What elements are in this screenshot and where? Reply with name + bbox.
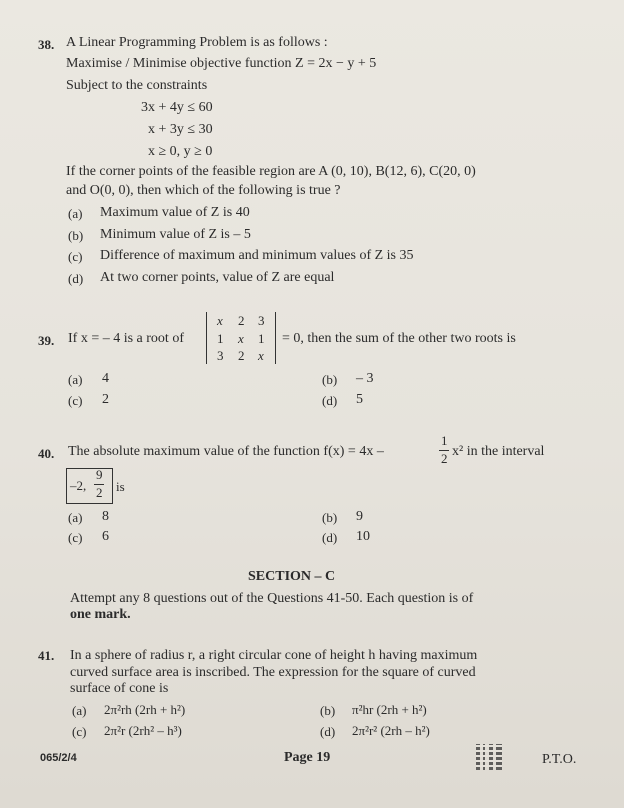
q41-option-b-label: (b) bbox=[320, 703, 336, 718]
q39-option-b-label: (b) bbox=[322, 372, 338, 387]
q38-body-line-1: If the corner points of the feasible region are A (0, 10), B(12, 6), C(20, 0) bbox=[66, 164, 476, 179]
q39-number: 39. bbox=[38, 333, 55, 348]
det-cell-11: x bbox=[217, 313, 223, 328]
q39-option-a-label: (a) bbox=[68, 372, 83, 387]
q41-option-a-label: (a) bbox=[72, 703, 87, 718]
q38-option-b-label: (b) bbox=[68, 228, 84, 243]
det-cell-33: x bbox=[258, 348, 264, 363]
q41-number: 41. bbox=[38, 648, 55, 663]
q39-determinant bbox=[206, 312, 276, 364]
q40-number: 40. bbox=[38, 446, 55, 461]
q39-option-b-text: – 3 bbox=[356, 371, 374, 386]
q40-interval-denominator: 2 bbox=[96, 485, 103, 500]
det-cell-13: 3 bbox=[258, 313, 265, 328]
q39-option-c-label: (c) bbox=[68, 393, 83, 408]
q40-text: The absolute maximum value of the function f(x) = 4x – bbox=[68, 444, 384, 459]
q41-option-c-label: (c) bbox=[72, 724, 87, 739]
q40-option-c-text: 6 bbox=[102, 529, 109, 544]
q40-is: is bbox=[116, 479, 125, 494]
q41-option-d-label: (d) bbox=[320, 724, 336, 739]
q39-option-d-text: 5 bbox=[356, 392, 363, 407]
q38-constraint-1: 3x + 4y ≤ 60 bbox=[141, 100, 213, 115]
q38-number: 38. bbox=[38, 37, 55, 52]
q38-body-line-2: and O(0, 0), then which of the following is true ? bbox=[66, 183, 341, 198]
q38-option-a-label: (a) bbox=[68, 206, 83, 221]
q41-line-3: surface of cone is bbox=[70, 681, 169, 696]
q38-option-d-text: At two corner points, value of Z are equal bbox=[100, 270, 335, 285]
q40-text-2: x² in the interval bbox=[452, 444, 545, 459]
q38-option-b-text: Minimum value of Z is – 5 bbox=[100, 227, 251, 242]
section-instruction-line-1: Attempt any 8 questions out of the Questions 41-50. Each question is of bbox=[70, 591, 474, 606]
q38-title: A Linear Programming Problem is as follows : bbox=[66, 35, 328, 50]
q40-interval-left: –2, bbox=[70, 478, 87, 493]
det-cell-31: 3 bbox=[217, 348, 224, 363]
det-cell-12: 2 bbox=[238, 313, 245, 328]
section-title: SECTION – C bbox=[248, 569, 336, 584]
q40-frac-denominator: 2 bbox=[441, 451, 448, 466]
q39-prefix: If x = – 4 is a root of bbox=[68, 331, 184, 346]
q40-frac-numerator: 1 bbox=[441, 433, 448, 448]
q38-constraint-2: x + 3y ≤ 30 bbox=[148, 122, 213, 137]
q40-option-b-label: (b) bbox=[322, 510, 338, 525]
footer-code: 065/2/4 bbox=[40, 752, 77, 764]
q40-option-d-label: (d) bbox=[322, 530, 338, 545]
q40-option-b-text: 9 bbox=[356, 509, 363, 524]
q38-subject: Subject to the constraints bbox=[66, 78, 208, 93]
q39-option-c-text: 2 bbox=[102, 392, 109, 407]
q39-option-a-text: 4 bbox=[102, 371, 109, 386]
q40-option-c-label: (c) bbox=[68, 530, 83, 545]
q38-constraint-3: x ≥ 0, y ≥ 0 bbox=[148, 144, 213, 159]
q40-bracket-right bbox=[106, 468, 113, 504]
q40-option-a-text: 8 bbox=[102, 509, 109, 524]
det-cell-22: x bbox=[238, 331, 244, 346]
q39-option-d-label: (d) bbox=[322, 393, 338, 408]
q41-option-c-text: 2π²r (2rh² – h³) bbox=[104, 723, 182, 738]
q41-option-a-text: 2π²rh (2rh + h²) bbox=[104, 702, 186, 717]
q41-option-d-text: 2π²r² (2rh – h²) bbox=[352, 723, 430, 738]
q41-line-2: curved surface area is inscribed. The expression for the square of curved bbox=[70, 665, 476, 680]
q38-objective: Maximise / Minimise objective function Z = 2x − y + 5 bbox=[66, 56, 377, 71]
q38-option-a-text: Maximum value of Z is 40 bbox=[100, 205, 250, 220]
q38-option-d-label: (d) bbox=[68, 271, 84, 286]
q40-option-d-text: 10 bbox=[356, 529, 370, 544]
q38-option-c-text: Difference of maximum and minimum values of Z is 35 bbox=[100, 248, 414, 263]
q41-option-b-text: π²hr (2rh + h²) bbox=[352, 702, 427, 717]
qr-code-icon bbox=[476, 744, 502, 770]
q40-option-a-label: (a) bbox=[68, 510, 83, 525]
q41-line-1: In a sphere of radius r, a right circular cone of height h having maximum bbox=[70, 648, 478, 663]
q39-suffix: = 0, then the sum of the other two roots is bbox=[282, 331, 516, 346]
q40-interval-numerator: 9 bbox=[96, 467, 103, 482]
footer-page: Page 19 bbox=[284, 750, 331, 765]
det-cell-32: 2 bbox=[238, 348, 245, 363]
footer-pto: P.T.O. bbox=[542, 752, 577, 767]
section-instruction-line-2: one mark. bbox=[70, 607, 131, 622]
det-cell-21: 1 bbox=[217, 331, 224, 346]
q38-option-c-label: (c) bbox=[68, 249, 83, 264]
det-cell-23: 1 bbox=[258, 331, 265, 346]
